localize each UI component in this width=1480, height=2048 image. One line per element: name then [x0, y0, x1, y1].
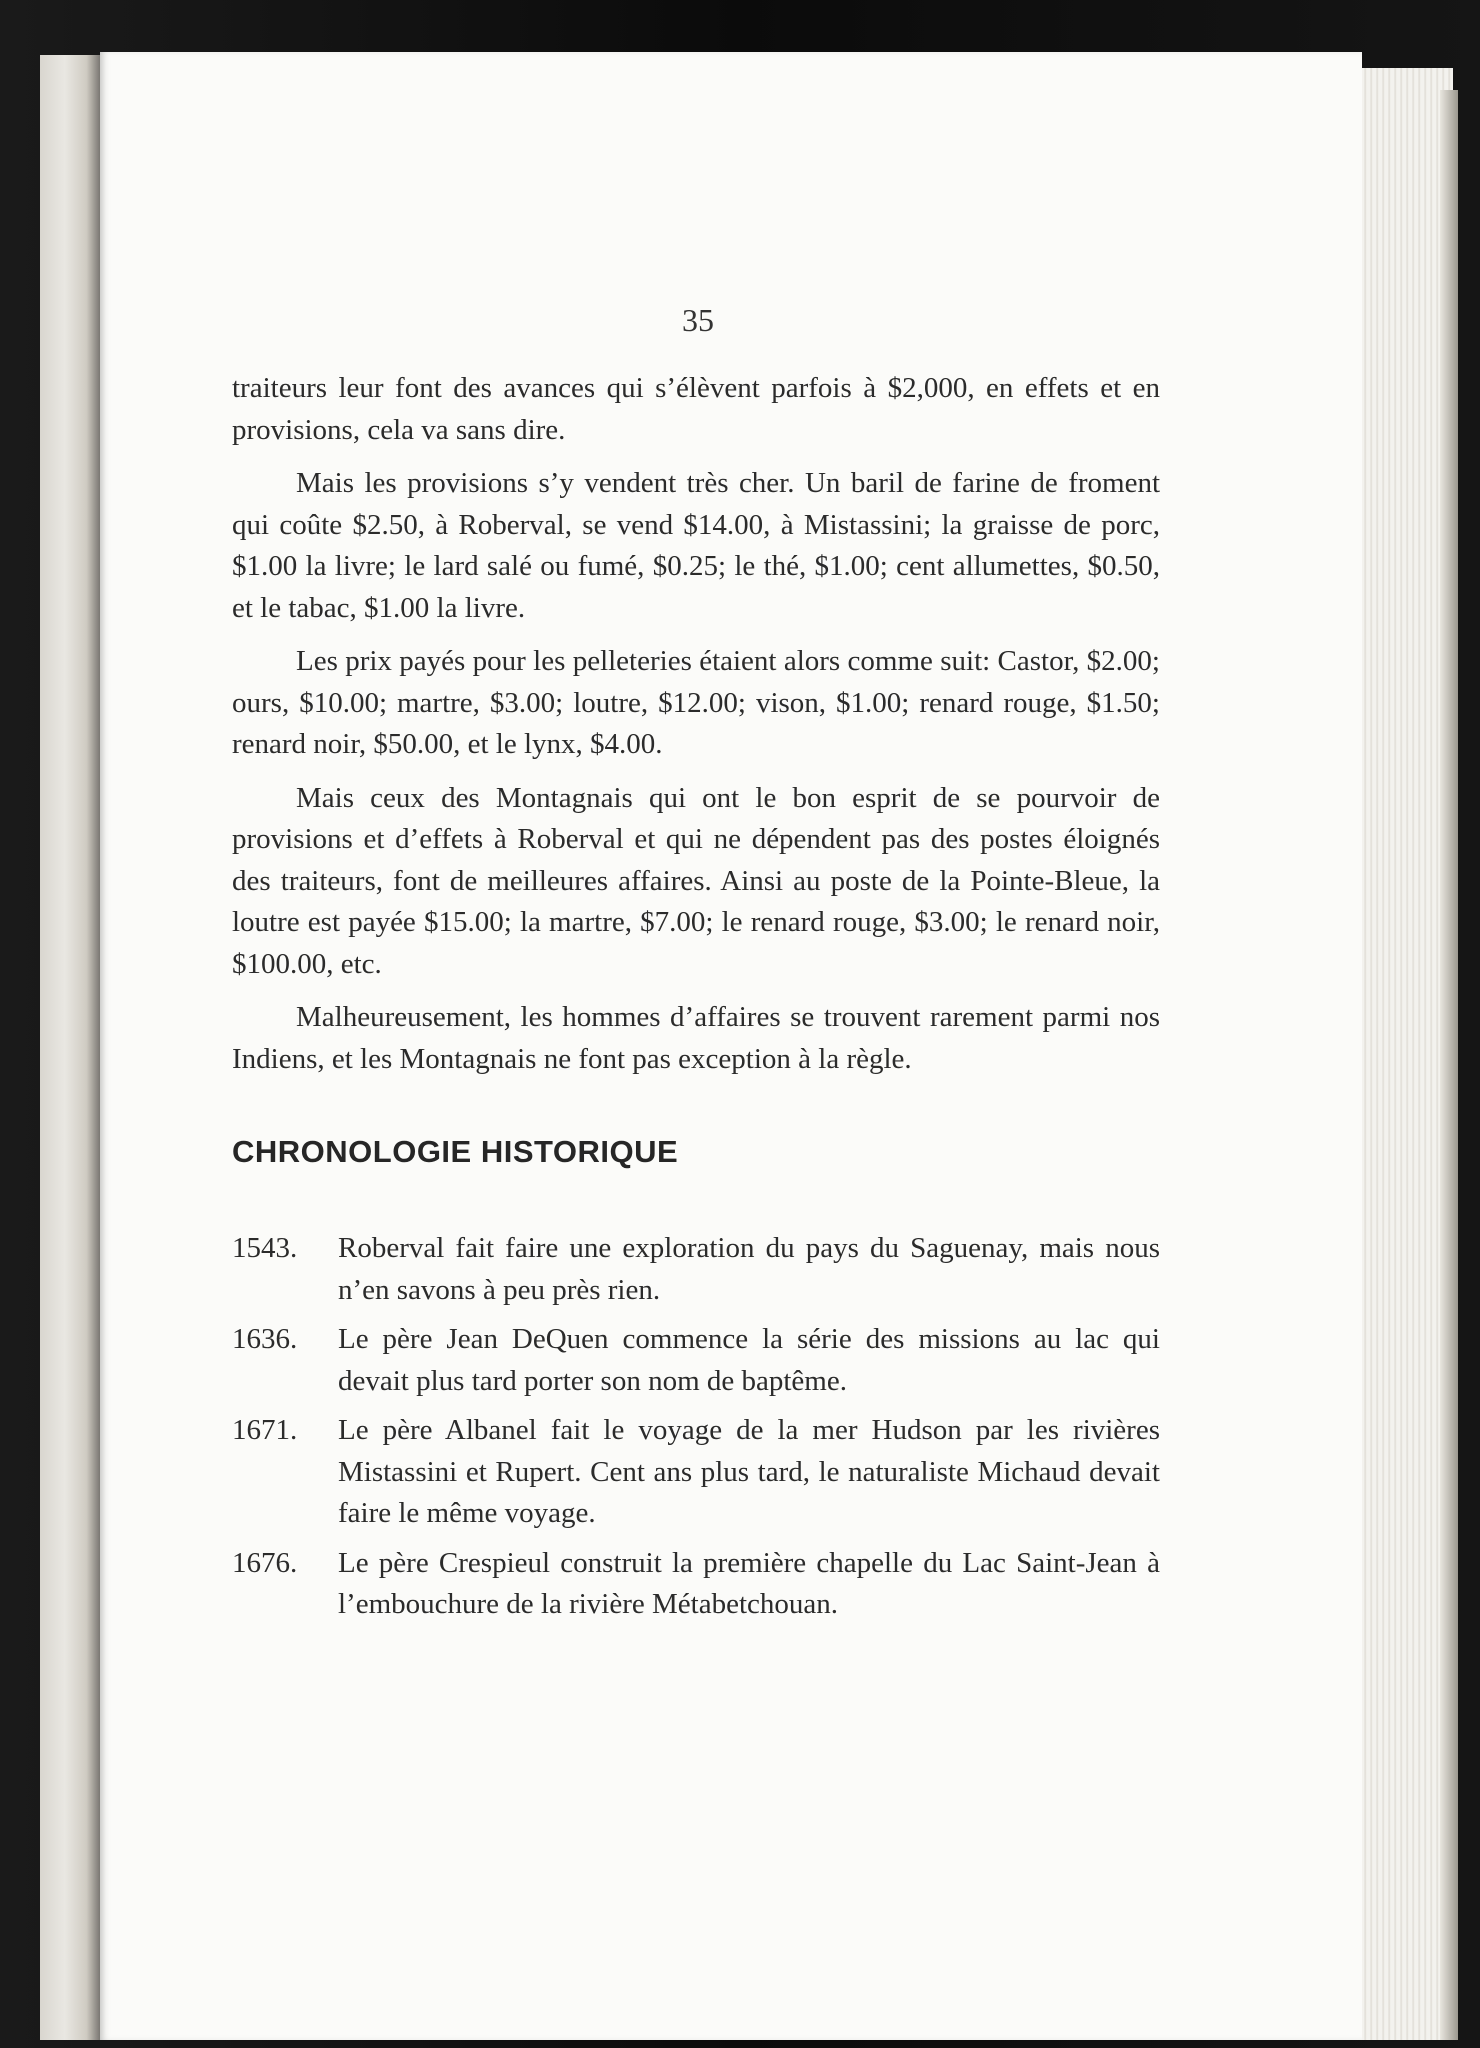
chronology-entry — [232, 1319, 1160, 1402]
chronology-text: Le père Crespieul construit la première chapelle du Lac Saint-Jean à l’embouchure de la rivière Métabetchouan. — [338, 1546, 1160, 1620]
paragraph-montagnais-roberval: Mais ceux des Montagnais qui ont le bon esprit de se pourvoir de provisions et d’effets à Roberval et qui ne dépendent pas des postes éloignés des traiteurs, font de meilleures affaires. Ainsi au poste de la Pointe-Bleue, la loutre est payée $15.00; la martre, $7.00; le renard rouge, $3.00; le renard noir, $100.00, etc. — [232, 781, 1160, 980]
chronology-text: Le père Jean DeQuen commence la série des missions au lac qui devait plus tard porter son nom de baptême. — [338, 1323, 1160, 1397]
chronology-year: 1543. — [232, 1232, 298, 1264]
chronology-year: 1676. — [232, 1546, 298, 1579]
facing-page-edge — [40, 55, 102, 2040]
section-heading: CHRONOLOGIE HISTORIQUE — [232, 1134, 679, 1169]
page-number: 35 — [682, 302, 714, 338]
book-edge-shadow — [1440, 90, 1458, 2040]
chronology-entry — [232, 1228, 1160, 1311]
page-body — [232, 298, 1160, 1634]
paragraph-fur-prices: Les prix payés pour les pelleteries étaient alors comme suit: Castor, $2.00; ours, $10.00; martre, $3.00; loutre, $12.00; vison, $1.00; renard rouge, $1.50; renard noir, $50.00, et le lynx, $4.00. — [232, 645, 1160, 760]
paragraph-provisions-prices: Mais les provisions s’y vendent très cher. Un baril de farine de froment qui coûte $2.50, à Roberval, se vend $14.00, à Mistassini; la graisse de porc, $1.00 la livre; le lard salé ou fumé, $0.25; le thé, $1.00; cent allumettes, $0.50, et le tabac, $1.00 la livre. — [232, 467, 1160, 624]
chronology-year: 1671. — [232, 1414, 298, 1446]
chronology-year: 1636. — [232, 1323, 298, 1355]
chronology-entry — [232, 1410, 1160, 1535]
paragraph-conclusion: Malheureusement, les hommes d’affaires se trouvent rarement parmi nos Indiens, et les Montagnais ne font pas exception à la règle. — [232, 1001, 1160, 1075]
chronology-entry — [232, 1543, 1160, 1626]
chronology-text: Le père Albanel fait le voyage de la mer Hudson par les rivières Mistassini et Rupert. Cent ans plus tard, le naturaliste Michaud devait faire le même voyage. — [338, 1414, 1160, 1529]
chronology-list — [232, 1228, 1160, 1626]
chronology-text: Roberval fait faire une exploration du pays du Saguenay, mais nous n’en savons à peu près rien. — [338, 1232, 1160, 1306]
paragraph-continuation: traiteurs leur font des avances qui s’élèvent parfois à $2,000, en effets et en provisions, cela va sans dire. — [232, 372, 1160, 446]
